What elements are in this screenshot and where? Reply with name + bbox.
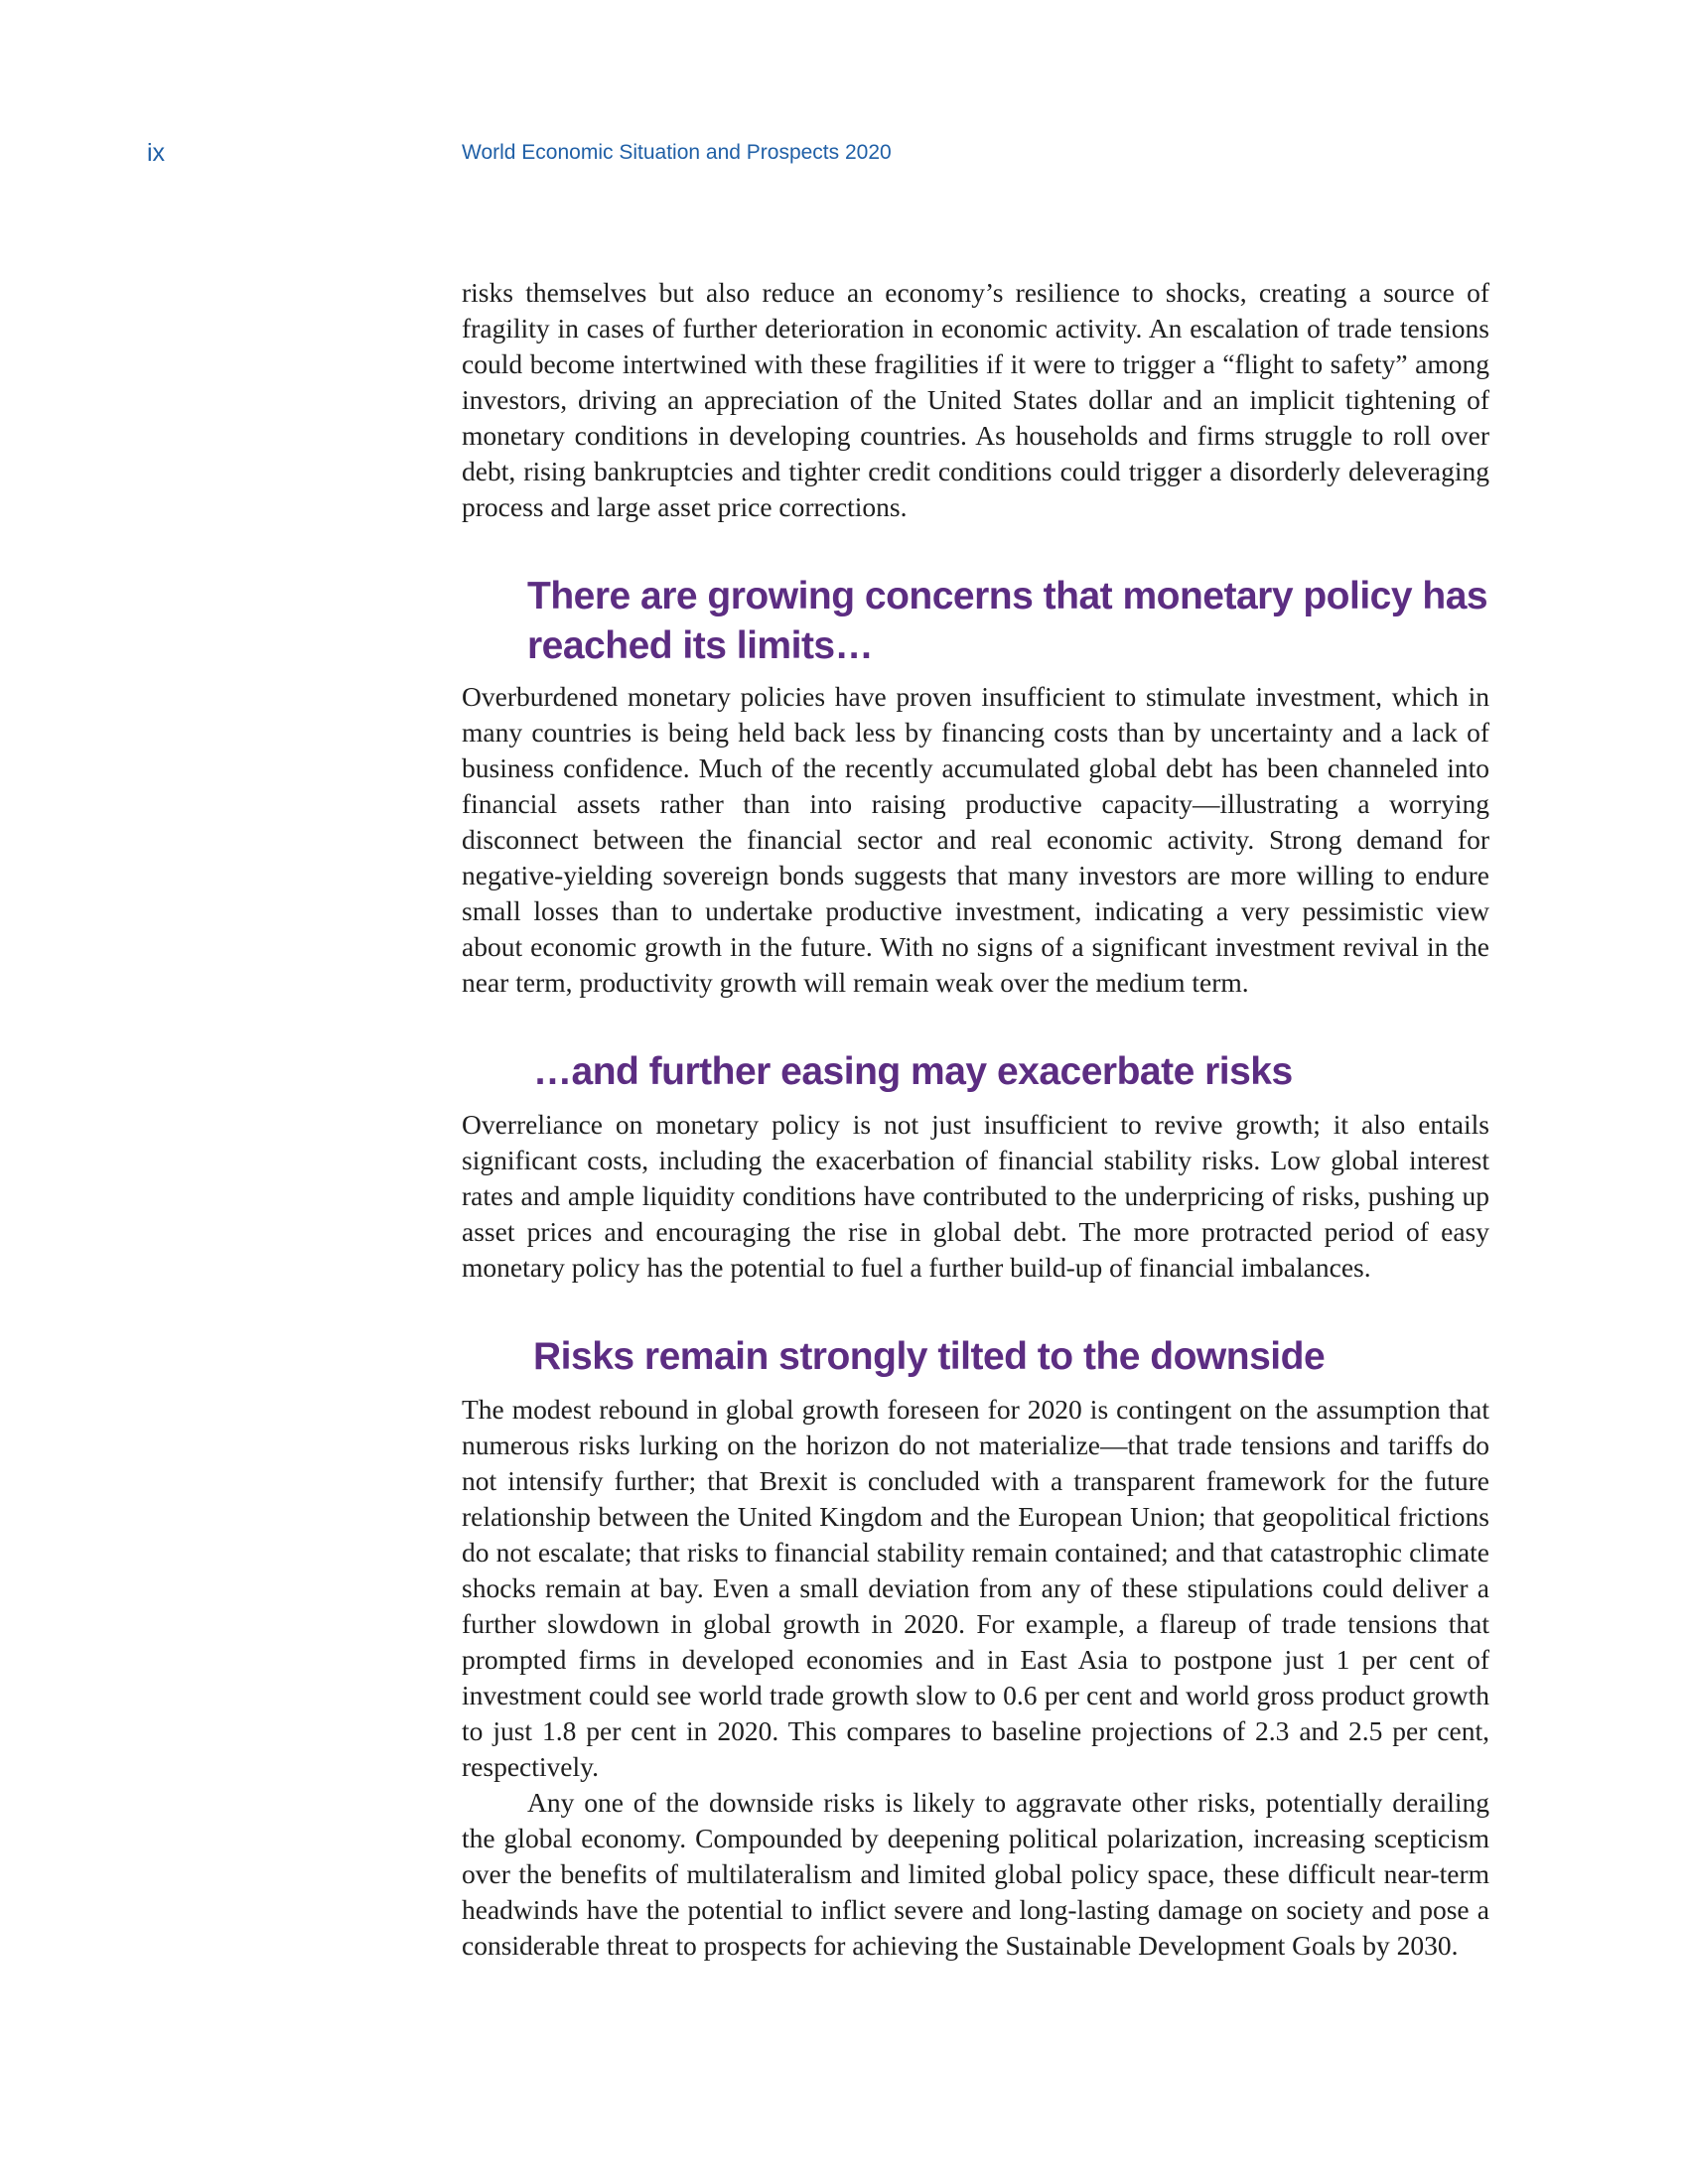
publication-title: World Economic Situation and Prospects 2020 [462,141,892,164]
page-number: ix [147,139,166,167]
section-heading-further-easing: …and further easing may exacerbate risks [533,1050,1293,1093]
section-heading-downside-risks: Risks remain strongly tilted to the downside [533,1335,1326,1378]
intro-paragraph: risks themselves but also reduce an economy’s resilience to shocks, creating a source of fragility in cases of further deterioration in economic activity. An escalation of trade tensions could become intertwined with these fragilities if it were to trigger a “flight to safety” among investors, driving an appreciation of the United States dollar and an implicit tightening of monetary conditions in developing countries. As households and firms struggle to roll over debt, rising bankruptcies and tighter credit conditions could trigger a disorderly deleveraging process and large asset price corrections. [462,277,1489,522]
paragraph-further-easing: Overreliance on monetary policy is not just insufficient to revive growth; it also entails significant costs, including the exacerbation of financial stability risks. Low global interest rates and ample liquidity conditions have contributed to the underpricing of risks, pushing up asset prices and encouraging the rise in global debt. The more protracted period of easy monetary policy has the potential to fuel a further build-up of financial imbalances. [462,1109,1489,1283]
paragraph-downside-risks-2: Any one of the downside risks is likely to aggravate other risks, potentially derailing the global economy. Compounded by deepening political polarization, increasing scepticism over the benefits of multilateralism and limited global policy space, these difficult near-term headwinds have the potential to inflict severe and long-lasting damage on society and pose a considerable threat to prospects for achieving the Sustainable Development Goals by 2030. [462,1787,1489,1961]
page-body [462,275,1489,1964]
section-heading-monetary-limits: There are growing concerns that monetary policy has reached its limits… [527,575,1488,667]
paragraph-downside-risks-1: The modest rebound in global growth foreseen for 2020 is contingent on the assumption that numerous risks lurking on the horizon do not materialize—that trade tensions and tariffs do not intensify further; that Brexit is concluded with a transparent framework for the future relationship between the United Kingdom and the European Union; that geopolitical frictions do not escalate; that risks to financial stability remain contained; and that catastrophic climate shocks remain at bay. Even a small deviation from any of these stipulations could deliver a further slowdown in global growth in 2020. For example, a flareup of trade tensions that prompted firms in developed economies and in East Asia to postpone just 1 per cent of investment could see world trade growth slow to 0.6 per cent and world gross product growth to just 1.8 per cent in 2020. This compares to baseline projections of 2.3 and 2.5 per cent, respectively. [462,1394,1489,1782]
paragraph-monetary-limits: Overburdened monetary policies have proven insufficient to stimulate investment, which in many countries is being held back less by financing costs than by uncertainty and a lack of business confidence. Much of the recently accumulated global debt has been channeled into financial assets rather than into raising productive capacity—illustrating a worrying disconnect between the financial sector and real economic activity. Strong demand for negative-yielding sovereign bonds suggests that many investors are more willing to endure small losses than to undertake productive investment, indicating a very pessimistic view about economic growth in the future. With no signs of a significant investment revival in the near term, productivity growth will remain weak over the medium term. [462,681,1489,998]
running-header [0,139,1688,179]
